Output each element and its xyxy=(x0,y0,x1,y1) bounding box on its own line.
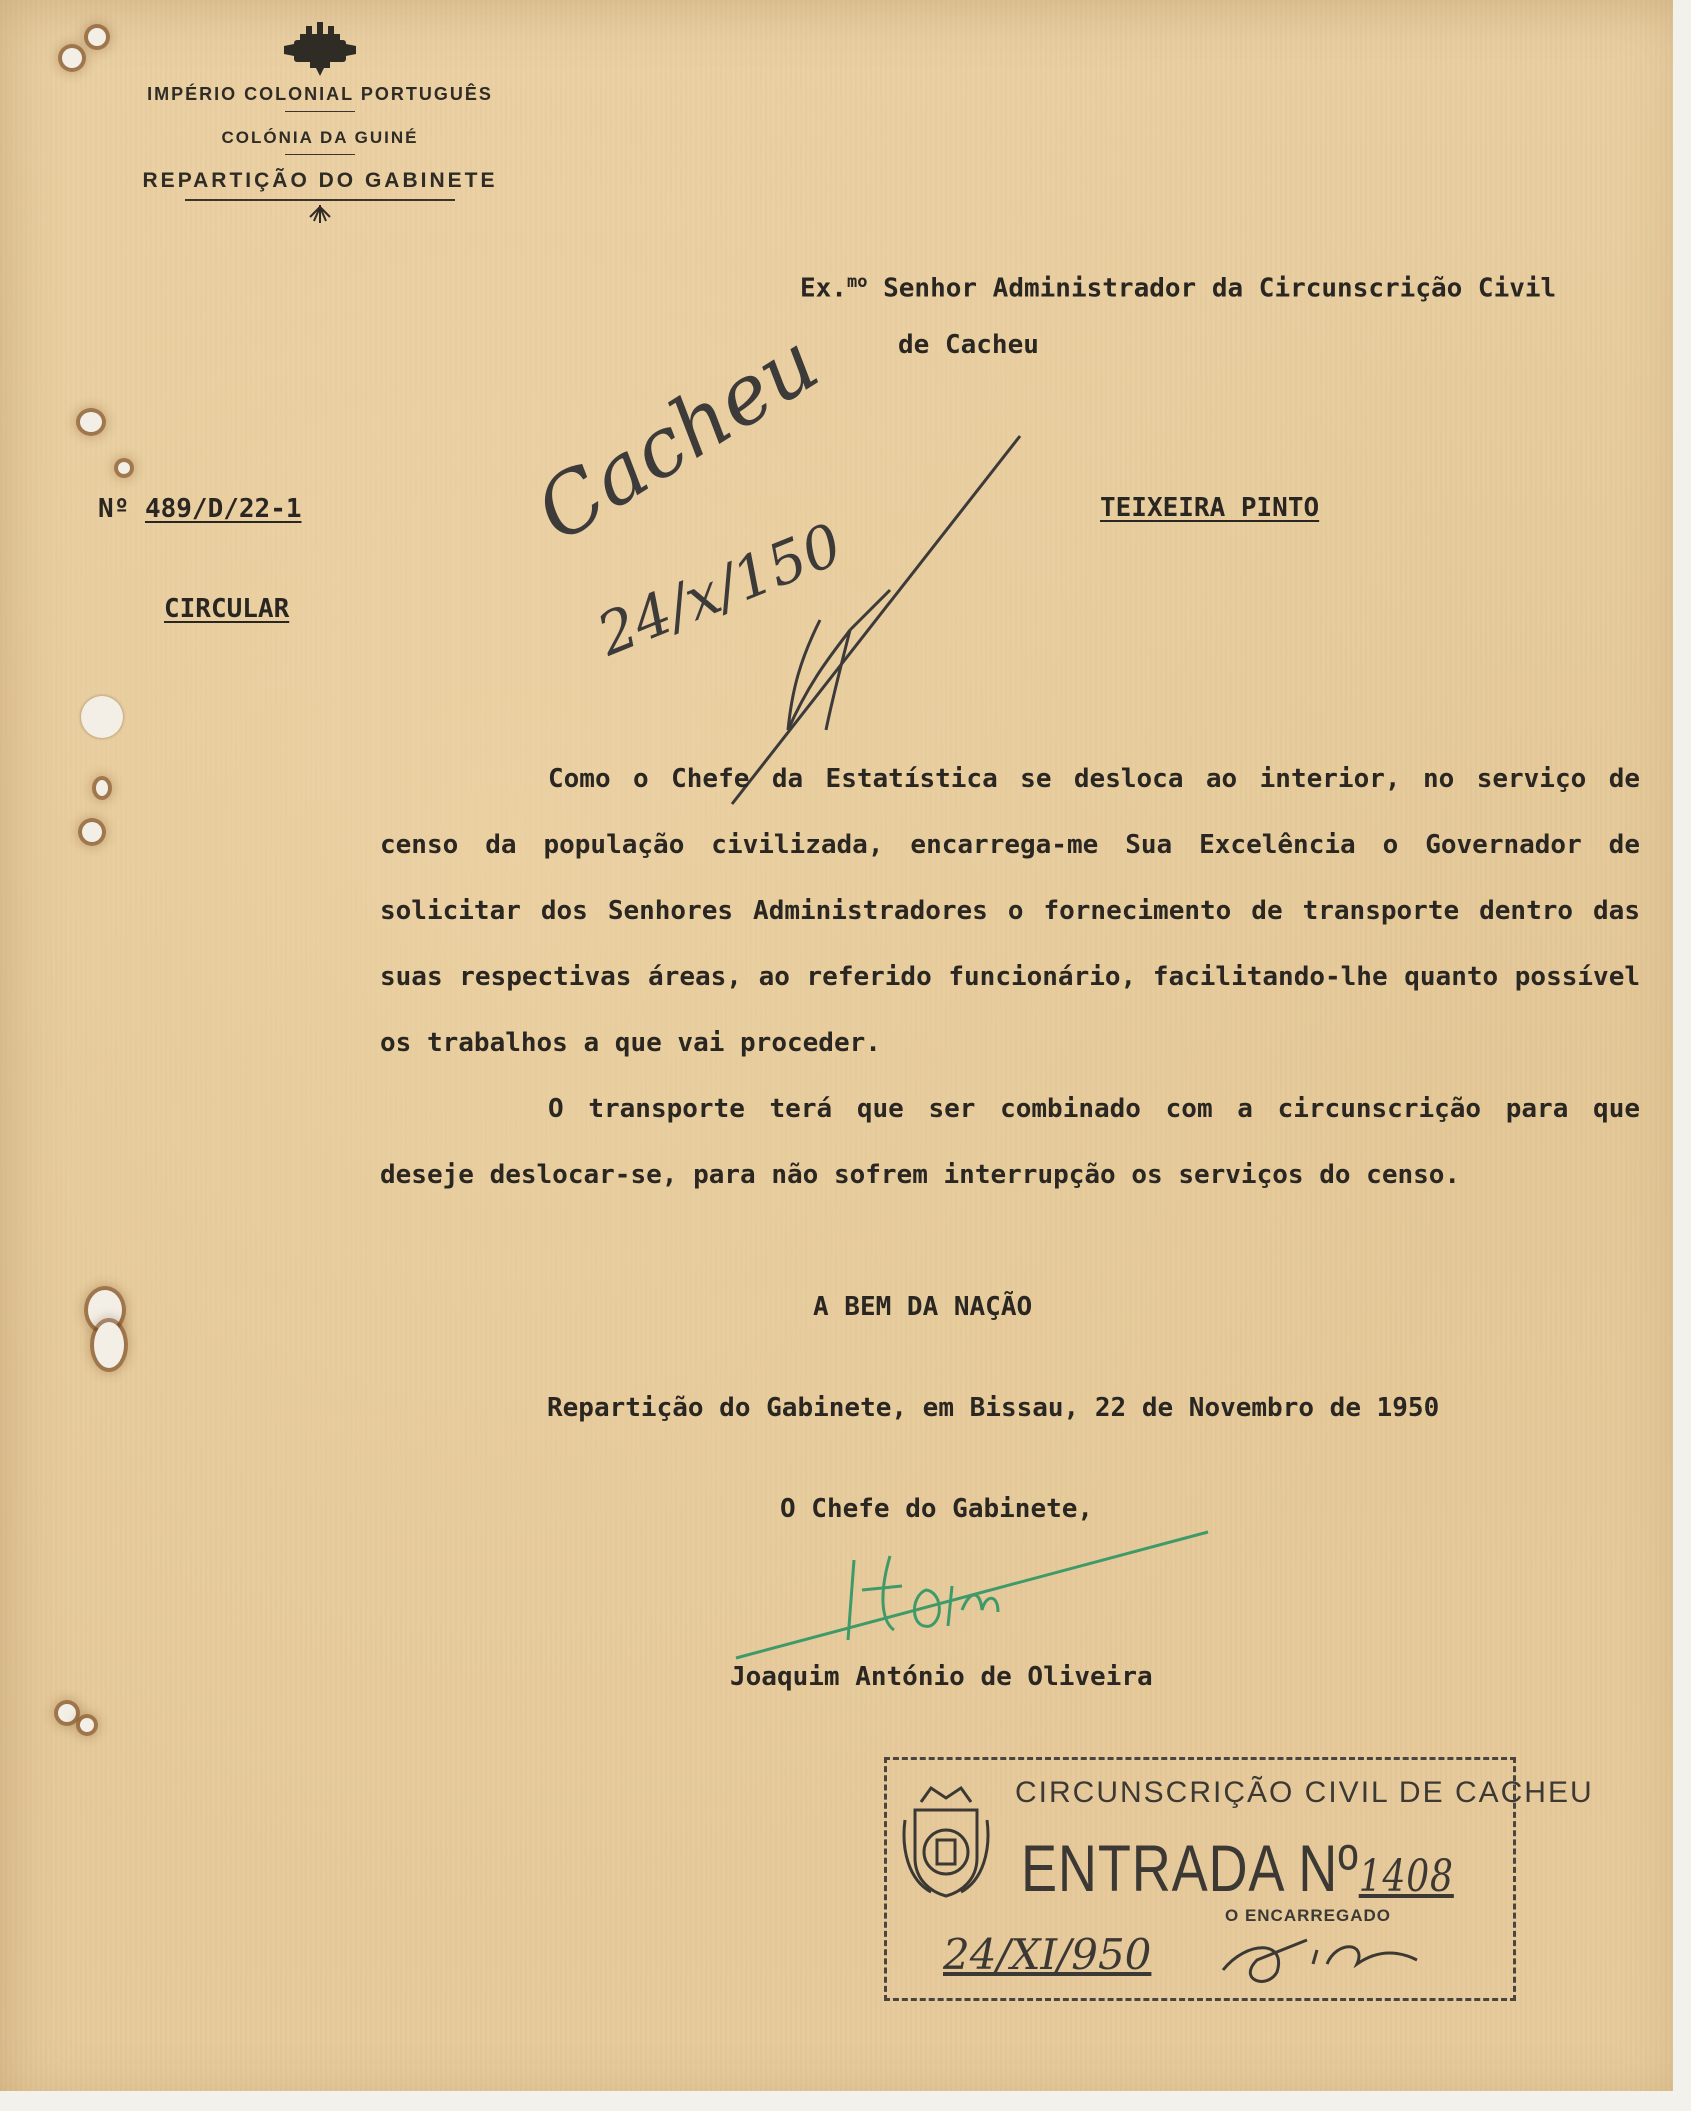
coat-of-arms-icon xyxy=(901,1780,991,1898)
punch-hole xyxy=(62,48,82,68)
handwritten-date: 24/x/150 xyxy=(588,509,852,670)
addressee-superscript: mo xyxy=(846,272,868,292)
closing-salutation: A BEM DA NAÇÃO xyxy=(813,1292,1033,1322)
letterhead-divider xyxy=(285,154,355,155)
punch-hole xyxy=(80,1718,94,1732)
punch-hole xyxy=(80,412,102,432)
stamp-date: 24/XI/950 xyxy=(943,1930,1152,1979)
letter-body xyxy=(380,746,1640,1208)
stamp-encarregado-label: O ENCARREGADO xyxy=(1225,1906,1392,1925)
punch-hole xyxy=(118,462,130,474)
body-paragraph-1: Como o Chefe da Estatística se desloca ao interior, no serviço de censo da população civilizada, encarrega-me Sua Excelência o Governador de solicitar dos Senhores Administradores o fornecimento de transporte dentro das suas respectivas áreas, ao referido funcionário, facilitando-lhe quanto possível os trabalhos a que vai proceder. xyxy=(380,764,1640,1058)
scan-margin-bottom xyxy=(0,2091,1691,2111)
punch-hole xyxy=(88,28,106,46)
punch-hole xyxy=(82,822,102,842)
letterhead-department: REPARTIÇÃO DO GABINETE xyxy=(142,169,498,192)
reference-number-value: 489/D/22-1 xyxy=(144,494,302,524)
document-type: CIRCULAR xyxy=(164,594,290,624)
punch-hole xyxy=(58,1704,76,1722)
letterhead-empire: IMPÉRIO COLONIAL PORTUGUÊS xyxy=(147,84,493,104)
punch-hole xyxy=(81,696,123,738)
letterhead-divider xyxy=(285,111,355,112)
stamp-entrada-label: ENTRADA Nº xyxy=(1021,1831,1359,1905)
location-heading: TEIXEIRA PINTO xyxy=(1100,493,1320,523)
signatory-name: Joaquim António de Oliveira xyxy=(730,1662,1153,1692)
stamp-entrada xyxy=(1021,1830,1454,1906)
stamp-entrada-number: 1408 xyxy=(1358,1851,1454,1902)
addressee-title: Senhor Administrador da Circunscrição Civil xyxy=(883,273,1557,304)
reference-number-label: Nº xyxy=(98,494,130,524)
letterhead xyxy=(120,20,520,225)
addressee-line1 xyxy=(800,272,1556,304)
stamp-title: CIRCUNSCRIÇÃO CIVIL DE CACHEU xyxy=(1015,1776,1594,1809)
punch-hole xyxy=(96,780,108,796)
receipt-stamp xyxy=(884,1757,1594,2001)
addressee-prefix: Ex. xyxy=(800,273,847,304)
closing-place-date: Repartição do Gabinete, em Bissau, 22 de Novembro de 1950 xyxy=(547,1393,1440,1423)
addressee-line2: de Cacheu xyxy=(898,330,1039,360)
body-paragraph-2: O transporte terá que ser combinado com a circunscrição para que deseje deslocar-se, para não sofrem interrupção os serviços do censo. xyxy=(380,1094,1640,1190)
closing-role: O Chefe do Gabinete, xyxy=(780,1494,1094,1524)
ornament-icon xyxy=(300,203,340,225)
letterhead-colony: COLÓNIA DA GUINÉ xyxy=(221,128,419,147)
scan-margin-right xyxy=(1673,0,1691,2111)
letterhead-divider xyxy=(185,199,455,201)
coat-of-arms-icon xyxy=(280,20,360,76)
punch-hole xyxy=(94,1322,124,1368)
handwritten-note: Cacheu xyxy=(520,314,835,561)
green-signature xyxy=(730,1530,1210,1660)
reference-number xyxy=(98,494,302,524)
stamp-signature xyxy=(1217,1920,1437,1990)
